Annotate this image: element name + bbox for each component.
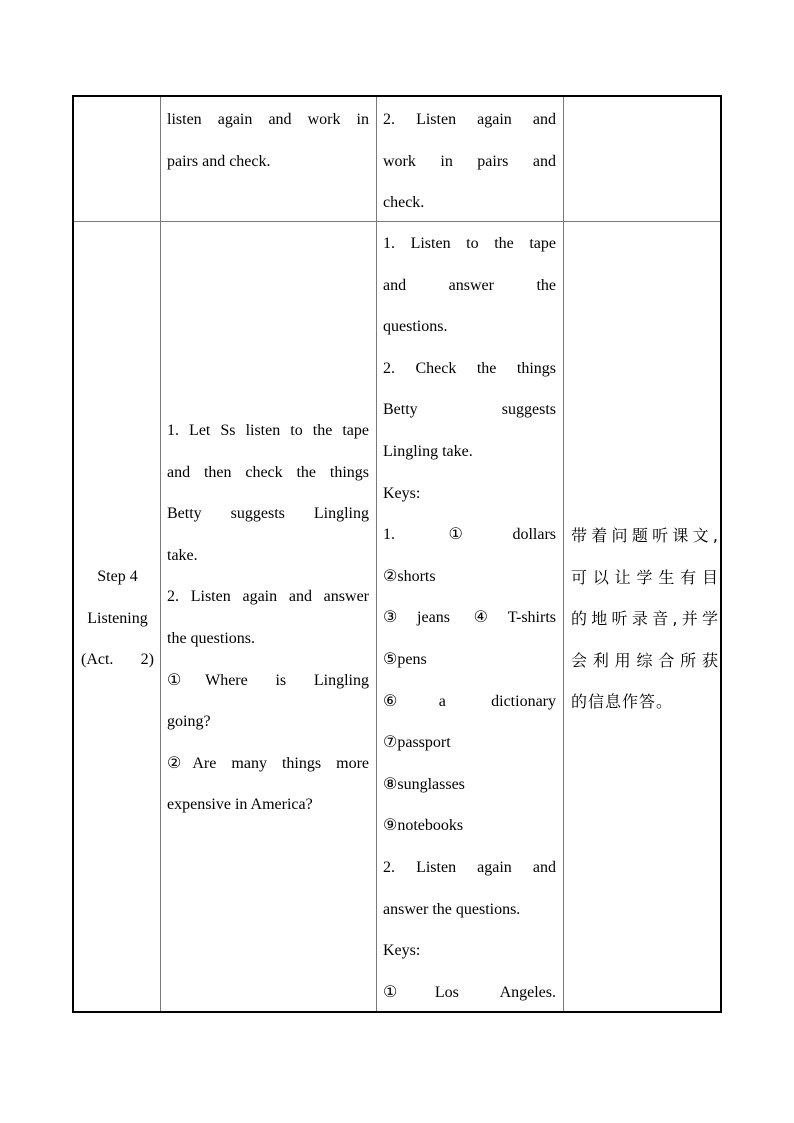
- step-activity-ref: (Act. 2): [81, 651, 154, 669]
- step-title: Step 4: [97, 568, 138, 585]
- text-line: questions.: [383, 318, 448, 336]
- text-line: listen again and work in: [167, 111, 369, 128]
- text-line: answer the questions.: [383, 900, 521, 918]
- text-line: 2. Listen again and: [383, 111, 556, 128]
- text-line: 的地听录音,并学: [571, 609, 719, 629]
- text-line: 2. Check the things: [383, 359, 556, 377]
- row1-activities-cell: [167, 99, 369, 182]
- lesson-plan-table: [72, 95, 722, 1013]
- text-line: work in pairs and: [383, 152, 556, 170]
- text-line: Betty suggests: [383, 401, 556, 419]
- key-item: ⑧sunglasses: [383, 775, 465, 793]
- keys-label: Keys:: [383, 942, 421, 960]
- student-activities-cell: [383, 223, 556, 1013]
- text-line: Lingling take.: [383, 442, 473, 460]
- key-item: ⑤pens: [383, 650, 427, 668]
- text-line: pairs and check.: [167, 152, 271, 170]
- column-divider: [376, 97, 377, 1011]
- text-line: going?: [167, 713, 211, 731]
- question-2: ②Are many things more: [167, 754, 369, 772]
- text-line: take.: [167, 546, 198, 564]
- text-line: expensive in America?: [167, 796, 313, 814]
- row1-student-cell: [383, 99, 556, 224]
- row1-step-cell: [74, 97, 160, 221]
- column-divider: [160, 97, 161, 1011]
- step-label-cell: [81, 556, 154, 681]
- text-line: 1. Let Ss listen to the tape: [167, 422, 369, 439]
- text-line: and then check the things: [167, 463, 369, 481]
- key-item: ⑦passport: [383, 734, 451, 752]
- text-line: 可以让学生有目: [571, 567, 719, 587]
- key-item: ②shorts: [383, 567, 436, 585]
- step-name: Listening: [87, 609, 148, 627]
- key-item: ③jeans ④T-shirts: [383, 609, 556, 627]
- purpose-cell: [571, 515, 719, 723]
- key-item: 1. ①dollars: [383, 526, 556, 544]
- text-line: and answer the: [383, 276, 556, 294]
- row1-purpose-cell: [564, 97, 720, 221]
- text-line: 带着问题听课文,: [571, 526, 719, 545]
- column-divider: [563, 97, 564, 1011]
- key-item: ⑥a dictionary: [383, 692, 556, 710]
- text-line: 1. Listen to the tape: [383, 235, 556, 252]
- text-line: 会利用综合所获: [571, 650, 719, 670]
- text-line: 2. Listen again and answer: [167, 588, 369, 606]
- key-item: ⑨notebooks: [383, 817, 464, 835]
- text-line: 2. Listen again and: [383, 858, 556, 876]
- keys-label: Keys:: [383, 484, 421, 502]
- question-1: ①Where is Lingling: [167, 671, 369, 689]
- teacher-activities-cell: [167, 410, 369, 826]
- text-line: check.: [383, 194, 425, 212]
- key-item: ①Los Angeles.: [383, 983, 556, 1001]
- text-line: 的信息作答。: [571, 692, 674, 712]
- text-line: Betty suggests Lingling: [167, 505, 369, 523]
- text-line: the questions.: [167, 629, 255, 647]
